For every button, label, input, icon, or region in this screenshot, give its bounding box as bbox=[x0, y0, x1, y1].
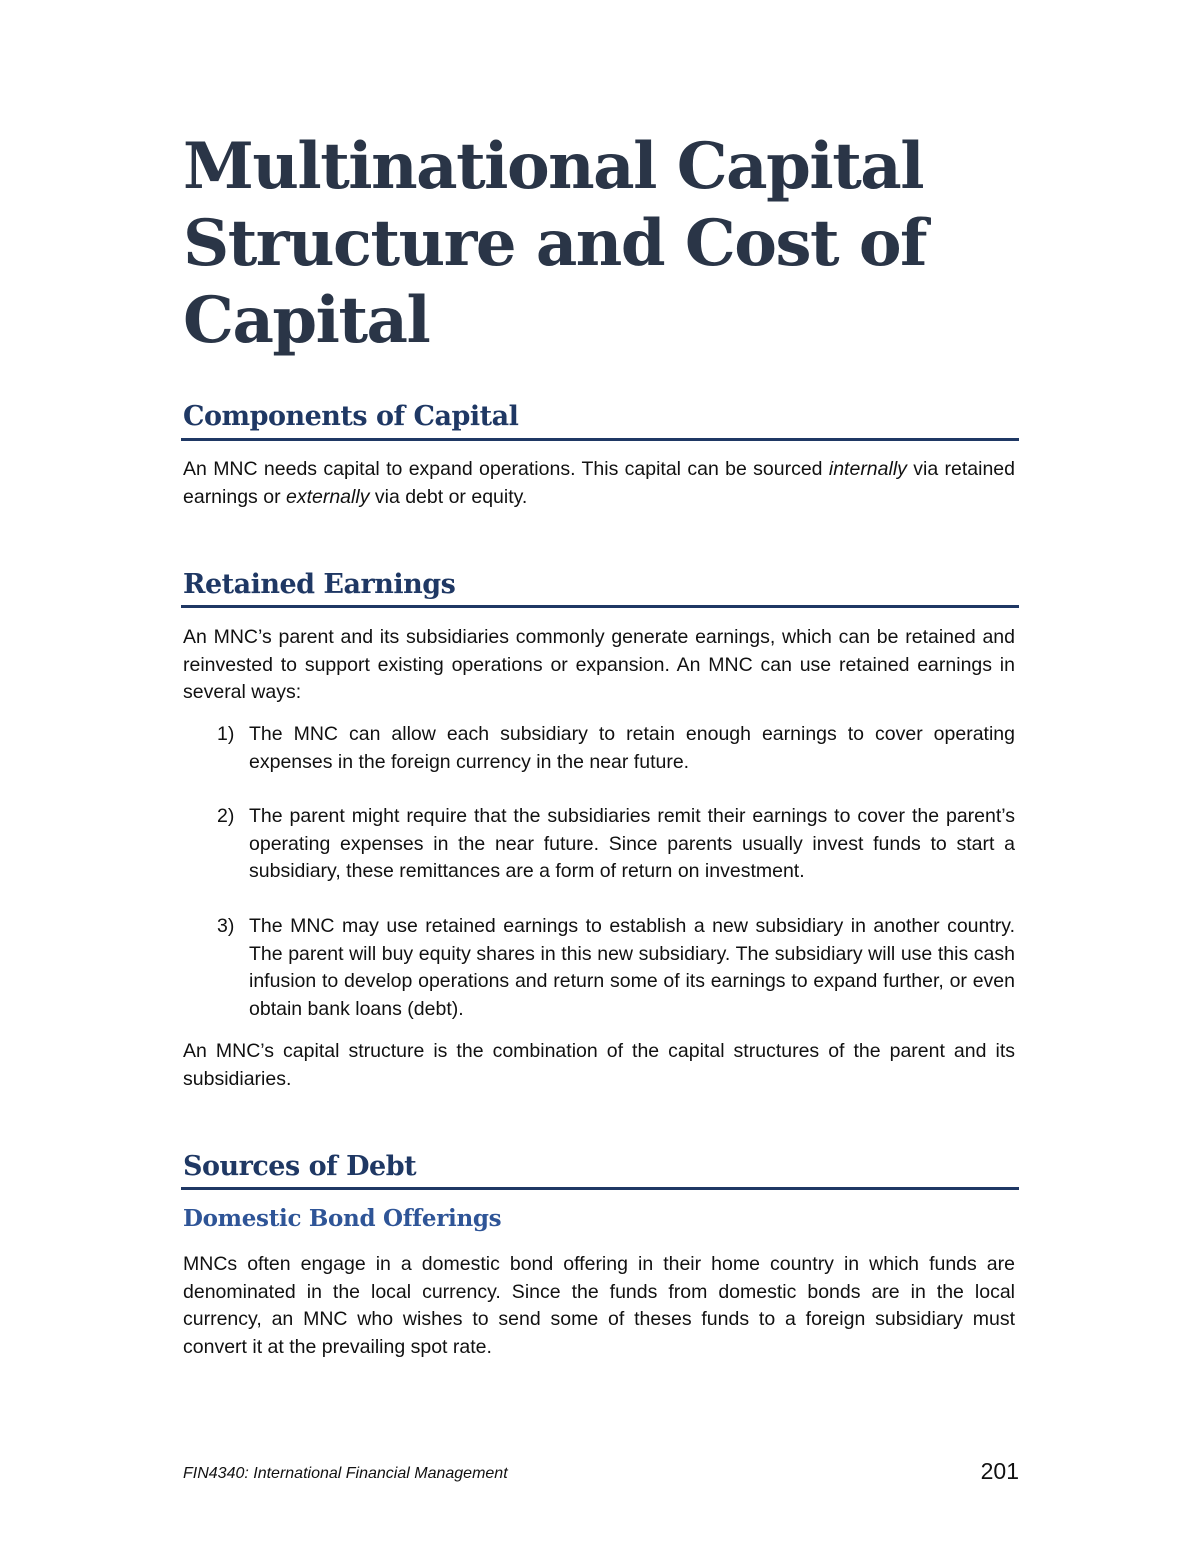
text-run: via debt or equity. bbox=[369, 485, 528, 508]
title-line-1: Multinational Capital bbox=[183, 129, 924, 204]
list-item bbox=[217, 721, 1015, 776]
section-rule bbox=[181, 605, 1019, 608]
section-heading-retained-earnings: Retained Earnings bbox=[183, 569, 456, 600]
list-number: 2) bbox=[217, 805, 235, 827]
components-paragraph bbox=[183, 456, 1015, 511]
retained-closing-paragraph: An MNC’s capital structure is the combination of the capital structures of the parent and its subsidiaries. bbox=[183, 1040, 1015, 1090]
text-run: An MNC needs capital to expand operations. This capital can be sourced bbox=[183, 458, 829, 480]
list-item-text: The MNC may use retained earnings to establish a new subsidiary in another country. The parent will buy equity shares in this new subsidiary. The subsidiary will use this cash infusion to develop operations and return some of its earnings to expand further, or even obtain bank loans (debt). bbox=[249, 915, 1015, 1020]
retained-intro-paragraph: An MNC’s parent and its subsidiaries commonly generate earnings, which can be retained and reinvested to support existing operations or expansion. An MNC can use retained earnings in several ways: bbox=[183, 626, 1015, 703]
list-item-text: The parent might require that the subsidiaries remit their earnings to cover the parent’s operating expenses in the near future. Since parents usually invest funds to start a subsidiary, these remittances are a form of return on investment. bbox=[249, 805, 1015, 882]
section-rule bbox=[181, 438, 1019, 441]
list-item bbox=[217, 913, 1015, 1023]
section-rule bbox=[181, 1187, 1019, 1190]
domestic-bonds-paragraph: MNCs often engage in a domestic bond offering in their home country in which funds are denominated in the local currency. Since the funds from domestic bonds are in the local currency, an MNC who wishes to send some of theses funds to a foreign subsidiary must convert it at the prevailing spot rate. bbox=[183, 1253, 1015, 1358]
subsection-heading-domestic-bonds: Domestic Bond Offerings bbox=[183, 1205, 502, 1232]
section-heading-sources-of-debt: Sources of Debt bbox=[183, 1151, 417, 1182]
title-line-2: Structure and Cost of bbox=[183, 206, 927, 281]
footer-course-title: FIN4340: International Financial Management bbox=[183, 1465, 508, 1482]
section-heading-components: Components of Capital bbox=[183, 401, 519, 432]
list-number: 1) bbox=[217, 723, 235, 745]
emphasis-externally: externally bbox=[285, 485, 370, 508]
list-number: 3) bbox=[217, 915, 235, 937]
emphasis-internally: internally bbox=[828, 458, 907, 480]
text-run: via retained earnings or bbox=[183, 458, 1015, 508]
footer-page-number: 201 bbox=[980, 1458, 1019, 1484]
title-line-3: Capital bbox=[183, 283, 430, 358]
list-item bbox=[217, 803, 1015, 886]
list-item-text: The MNC can allow each subsidiary to retain enough earnings to cover operating expenses in the foreign currency in the near future. bbox=[249, 723, 1015, 773]
page-title bbox=[183, 128, 1019, 359]
